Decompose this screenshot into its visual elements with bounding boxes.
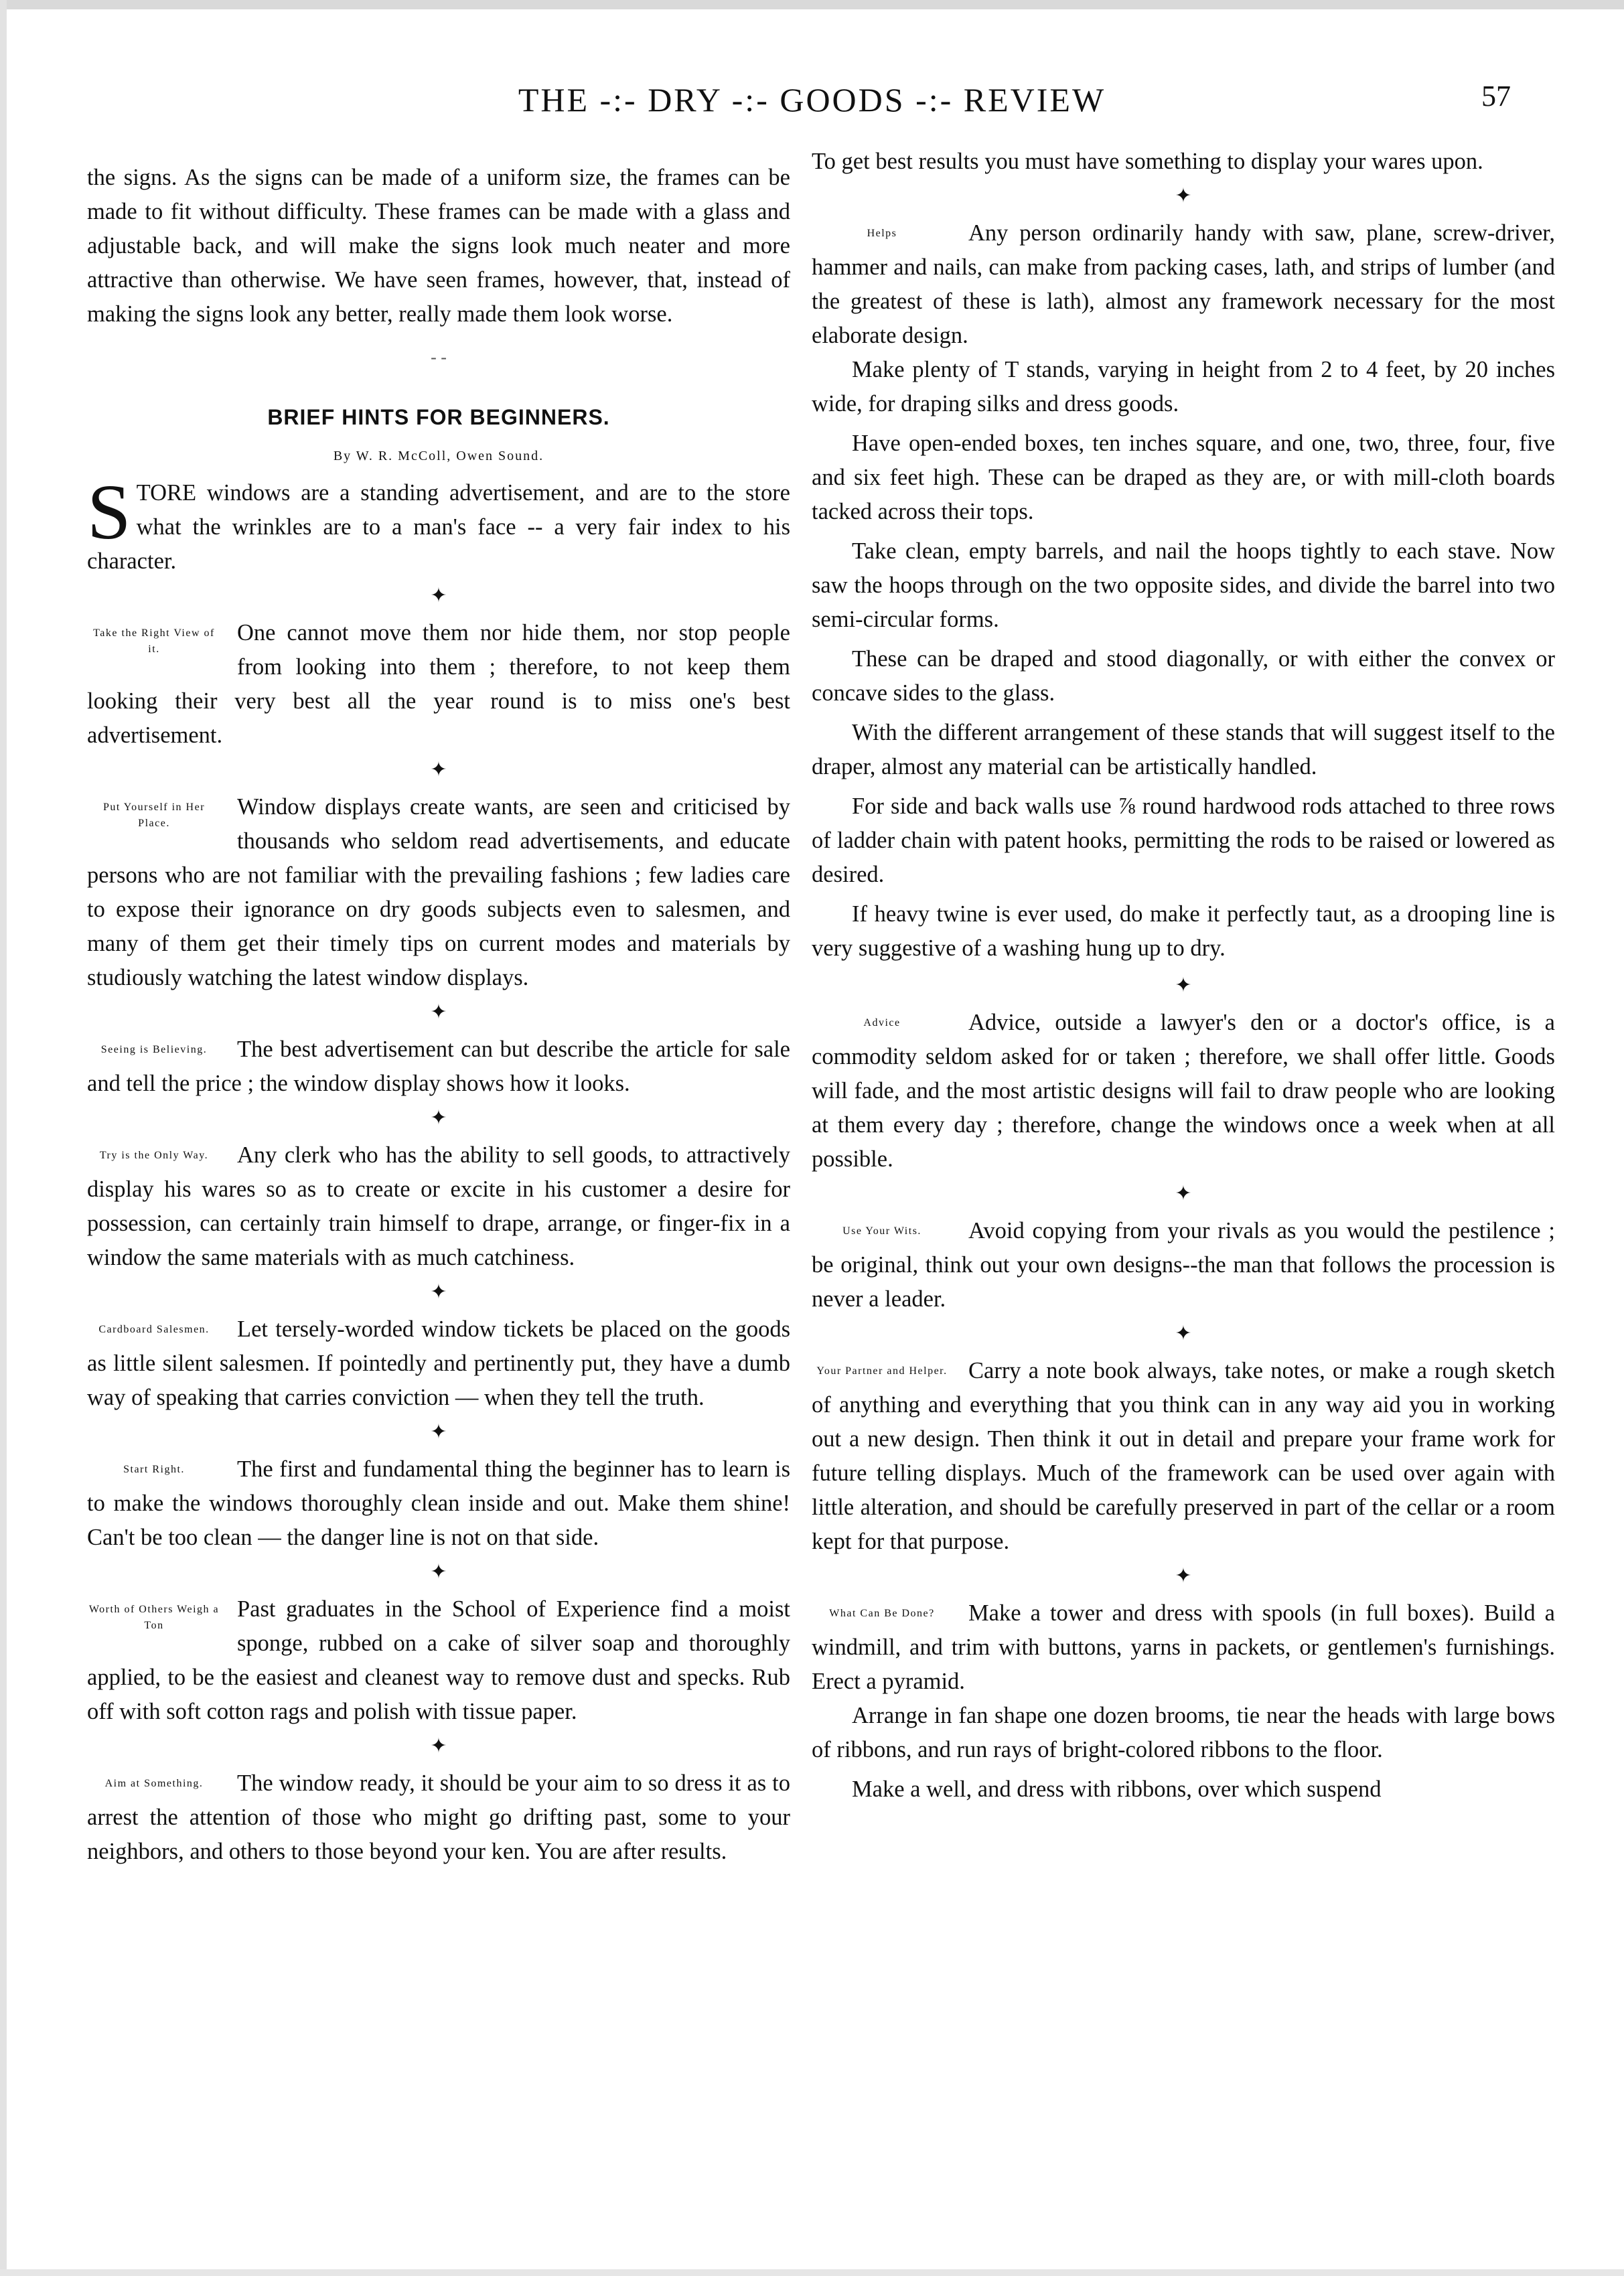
- intro-paragraph: [87, 468, 790, 579]
- paragraph: If heavy twine is ever used, do make it perfectly taut, as a drooping line is very suggestive of a washing hung up to dry.: [812, 901, 1555, 961]
- star-separator: ✦: [1175, 185, 1192, 207]
- star-separator: ✦: [1175, 1183, 1192, 1205]
- hint-block: [812, 1596, 1555, 1699]
- side-heading: Your Partner and Helper.: [816, 1365, 948, 1377]
- scan-edge-top: [0, 0, 1624, 9]
- hint-block: [87, 1452, 790, 1555]
- hint-block: [812, 1006, 1555, 1177]
- paragraph: Arrange in fan shape one dozen brooms, tie near the heads with large bows of ribbons, and run rays of bright-colored ribbons to the floor.: [812, 1703, 1555, 1762]
- side-heading: Advice: [863, 1017, 901, 1029]
- hint-text: Past graduates in the School of Experience find a moist sponge, rubbed on a cake of silver soap and thoroughly applied, to be the easiest and cleanest way to remove dust and specks. Rub off with soft cotton rags and polish with tissue paper.: [87, 1596, 790, 1724]
- hint-text: The first and fundamental thing the beginner has to learn is to make the windows thoroughly clean inside and out. Make them shine! Can't be too clean — the danger line is not on that side.: [87, 1456, 790, 1550]
- left-column: [87, 161, 790, 1869]
- side-heading: What Can Be Done?: [829, 1608, 935, 1619]
- paragraph: With the different arrangement of these stands that will suggest itself to the draper, almost any material can be artistically handled.: [812, 720, 1555, 779]
- paragraph: Take clean, empty barrels, and nail the hoops tightly to each stave. Now saw the hoops through on the two opposite sides, and divide the barrel into two semi-circular forms.: [812, 538, 1555, 632]
- star-separator: ✦: [430, 1421, 447, 1443]
- star-separator: ✦: [430, 759, 447, 781]
- page-title: THE -:- DRY -:- GOODS -:- REVIEW: [518, 81, 1106, 119]
- continued-paragraph: To get best results you must have something to display your wares upon.: [812, 149, 1483, 174]
- continued-paragraph: the signs. As the signs can be made of a uniform size, the frames can be made to fit without difficulty. These frames can be made with a glass and adjustable back, and will make the signs look much neater and more attractive than otherwise. We have seen frames, however, that, instead of making the signs look any better, really made them look worse.: [87, 165, 790, 327]
- paragraph: For side and back walls use ⅞ round hardwood rods attached to three rows of ladder chain with patent hooks, permitting the rods to be raised or lowered as desired.: [812, 793, 1555, 887]
- article-heading: BRIEF HINTS FOR BEGINNERS.: [267, 405, 610, 429]
- star-separator: ✦: [430, 1001, 447, 1023]
- paragraph: These can be draped and stood diagonally, or with either the convex or concave sides to the glass.: [812, 646, 1555, 706]
- side-heading: Take the Right View of it.: [93, 627, 215, 655]
- hint-text: Any clerk who has the ability to sell goods, to attractively display his wares so as to create or excite in his customer a desire for possession, can certainly train himself to drape, arrange, or finger-fix in a window the same materials with as much catchiness.: [87, 1142, 790, 1270]
- star-separator: ✦: [1175, 974, 1192, 996]
- section-separator: - -: [431, 348, 447, 367]
- right-column: [812, 145, 1555, 1812]
- scan-edge-left: [0, 0, 7, 2276]
- hint-block: [87, 1033, 790, 1101]
- star-separator: ✦: [430, 585, 447, 607]
- hint-text: Carry a note book always, take notes, or make a rough sketch of anything and everything that you think can in any way aid you in working out a new design. Then think it out in detail and prepare your frame work for future telling displays. Much of the framework can be used over again with little alteration, and should be carefully preserved in part of the cellar or a room kept for that purpose.: [812, 1358, 1555, 1554]
- hint-block: [87, 1766, 790, 1869]
- hint-block: [812, 1354, 1555, 1559]
- scan-edge-bottom: [0, 2269, 1624, 2276]
- intro-text: TORE windows are a standing advertisement, and are to the store what the wrinkles are to a man's face -- a very fair index to his character.: [87, 480, 790, 574]
- hint-text: Any person ordinarily handy with saw, plane, screw-driver, hammer and nails, can make from packing cases, lath, and strips of lumber (and the greatest of these is lath), almost any framework necessary for the most elaborate design.: [812, 220, 1555, 348]
- star-separator: ✦: [430, 1281, 447, 1303]
- hint-block: [87, 1592, 790, 1729]
- hint-block: [812, 216, 1555, 353]
- paragraph: Make a well, and dress with ribbons, over which suspend: [852, 1776, 1382, 1802]
- paragraph: Make plenty of T stands, varying in height from 2 to 4 feet, by 20 inches wide, for draping silks and dress goods.: [812, 357, 1555, 416]
- hint-text: Let tersely-worded window tickets be placed on the goods as little silent salesmen. If pointedly and pertinently put, they have a dumb way of speaking that carries conviction — when they tell the truth.: [87, 1316, 790, 1410]
- side-heading: Helps: [867, 228, 897, 239]
- side-heading: Put Yourself in Her Place.: [102, 802, 206, 829]
- star-separator: ✦: [1175, 1565, 1192, 1587]
- hint-text: One cannot move them nor hide them, nor stop people from looking into them ; therefore, to not keep them looking their very best all the year round is to miss one's best advertisement.: [87, 620, 790, 748]
- side-heading: Worth of Others Weigh a Ton: [88, 1604, 220, 1631]
- side-heading: Seeing is Believing.: [100, 1044, 208, 1055]
- hint-text: The window ready, it should be your aim to so dress it as to arrest the attention of those who might go drifting past, some to your neighbors, and others to those beyond your ken. You are after results.: [87, 1770, 790, 1864]
- star-separator: ✦: [430, 1107, 447, 1129]
- side-heading: Start Right.: [123, 1464, 185, 1475]
- star-separator: ✦: [1175, 1322, 1192, 1345]
- hint-block: [87, 790, 790, 995]
- article-byline: By W. R. McColl, Owen Sound.: [333, 449, 544, 463]
- star-separator: ✦: [430, 1735, 447, 1757]
- side-heading: Use Your Wits.: [842, 1225, 921, 1237]
- drop-cap: S: [87, 468, 131, 556]
- side-heading: Aim at Something.: [104, 1778, 204, 1789]
- hint-block: [87, 1138, 790, 1275]
- hint-block: [87, 1312, 790, 1415]
- hint-text: Avoid copying from your rivals as you would the pestilence ; be original, think out your own designs--the man that follows the procession is never a leader.: [812, 1218, 1555, 1312]
- page-number: 57: [1481, 80, 1511, 112]
- hint-block: [812, 1214, 1555, 1316]
- side-heading: Cardboard Salesmen.: [98, 1324, 210, 1335]
- hint-block: [87, 616, 790, 753]
- star-separator: ✦: [430, 1561, 447, 1583]
- hint-text: Make a tower and dress with spools (in full boxes). Build a windmill, and trim with buttons, yarns in packets, or gentlemen's furnishings. Erect a pyramid.: [812, 1600, 1555, 1694]
- hint-text: Window displays create wants, are seen and criticised by thousands who seldom read advertisements, and educate persons who are not familiar with the prevailing fashions ; few ladies care to expose their ignorance on dry goods subjects even to salesmen, and many of them get their timely tips on current modes and materials by studiously watching the latest window displays.: [87, 794, 790, 990]
- hint-text: The best advertisement can but describe the article for sale and tell the price ; the window display shows how it looks.: [87, 1037, 790, 1096]
- hint-text: Advice, outside a lawyer's den or a doctor's office, is a commodity seldom asked for or taken ; therefore, we shall offer little. Goods will fade, and the most artistic designs will fail to draw people who are looking at them every day ; therefore, change the windows once a week when at all possible.: [812, 1010, 1555, 1172]
- paragraph: Have open-ended boxes, ten inches square, and one, two, three, four, five and six feet high. These can be draped as they are, or with mill-cloth boards tacked across their tops.: [812, 431, 1555, 524]
- side-heading: Try is the Only Way.: [99, 1150, 209, 1161]
